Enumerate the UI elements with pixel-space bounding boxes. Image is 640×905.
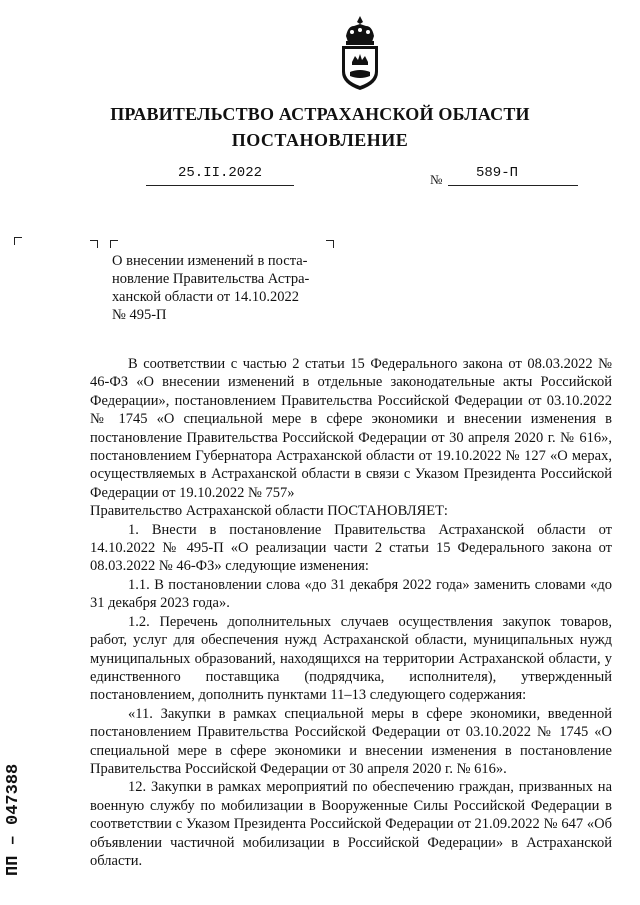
item-1-1-paragraph: 1.1. В постановлении слова «до 31 декабря 2022 года» заменить словами «до 31 декабря 2023 года». xyxy=(90,576,612,612)
subject-line: О внесении изменений в поста- xyxy=(112,253,308,269)
side-stamp-text: ПП – 047388 xyxy=(4,763,23,876)
subject-line: № 495-П xyxy=(112,307,167,323)
date-underline xyxy=(146,185,294,186)
number-sign: № xyxy=(430,172,443,187)
subject-line: ханской области от 14.10.2022 xyxy=(112,289,299,305)
left-margin-corner xyxy=(14,237,22,245)
item-12-paragraph: 12. Закупки в рамках мероприятий по обеспечению граждан, призванных на военную службу по мобилизации в Вооруженные Силы Российской Федерации в соответствии с Указом Президента Российской Федерации от 21.09.2022 № 647 «Об объявлении частичной мобилизации в Российской Федерации» в Астраханской области. xyxy=(90,779,612,869)
coat-of-arms-icon xyxy=(334,14,386,92)
decree-body xyxy=(90,355,612,870)
subject-line: новление Правительства Астра- xyxy=(112,271,310,287)
decree-number: 589-П xyxy=(476,165,519,181)
government-title: ПРАВИТЕЛЬСТВО АСТРАХАНСКОЙ ОБЛАСТИ xyxy=(110,104,530,124)
item-1-2-paragraph: 1.2. Перечень дополнительных случаев осуществления закупок товаров, работ, услуг для обеспечения нужд Астраханской области, муниципальных нужд муниципальных образований, находящихся на территории Астраханской области, у единственного поставщика (подрядчика, исполнителя), утвержденный постановлением, дополнить пунктами 11–13 следующего содержания: xyxy=(90,613,612,704)
decree-date: 25.II.2022 xyxy=(177,165,262,181)
number-underline xyxy=(448,185,578,186)
side-stamp xyxy=(2,718,26,878)
document-type: ПОСТАНОВЛЕНИЕ xyxy=(231,130,409,150)
subject-corner-left-b xyxy=(110,240,118,248)
item-11-paragraph: «11. Закупки в рамках специальной меры в сфере экономики, введенной постановлением Правительства Российской Федерации от 03.10.2022 № 1745 «О специальной мере в сфере экономики и внесении изменения в постановление Правительства Российской Федерации от 30 апреля 2020 г. № 616». xyxy=(90,705,612,777)
subject-corner-right xyxy=(326,240,334,248)
item-1-paragraph: 1. Внести в постановление Правительства Астраханской области от 14.10.2022 № 495-П «О реализации части 2 статьи 15 Федерального закона от 08.03.2022 № 46-ФЗ» следующие изменения: xyxy=(90,521,612,575)
decree-subject xyxy=(112,252,332,324)
subject-corner-left-a xyxy=(90,240,98,248)
resolves-paragraph: Правительство Астраханской области ПОСТАНОВЛЯЕТ: xyxy=(90,503,448,520)
preamble-paragraph: В соответствии с частью 2 статьи 15 Федерального закона от 08.03.2022 № 46-ФЗ «О внесении изменений в отдельные законодательные акты Российской Федерации», постановлением Правительства Российской Федерации от 03.10.2022 № 1745 «О специальной мере в сфере экономики и внесении изменения в постановление Правительства Российской Федерации от 30 апреля 2020 г. № 616», постановлением Губернатора Астраханской области от 19.10.2022 № 127 «О мерах, осуществляемых в Астраханской области в связи с Указом Президента Российской Федерации от 19.10.2022 № 757» xyxy=(90,356,612,501)
